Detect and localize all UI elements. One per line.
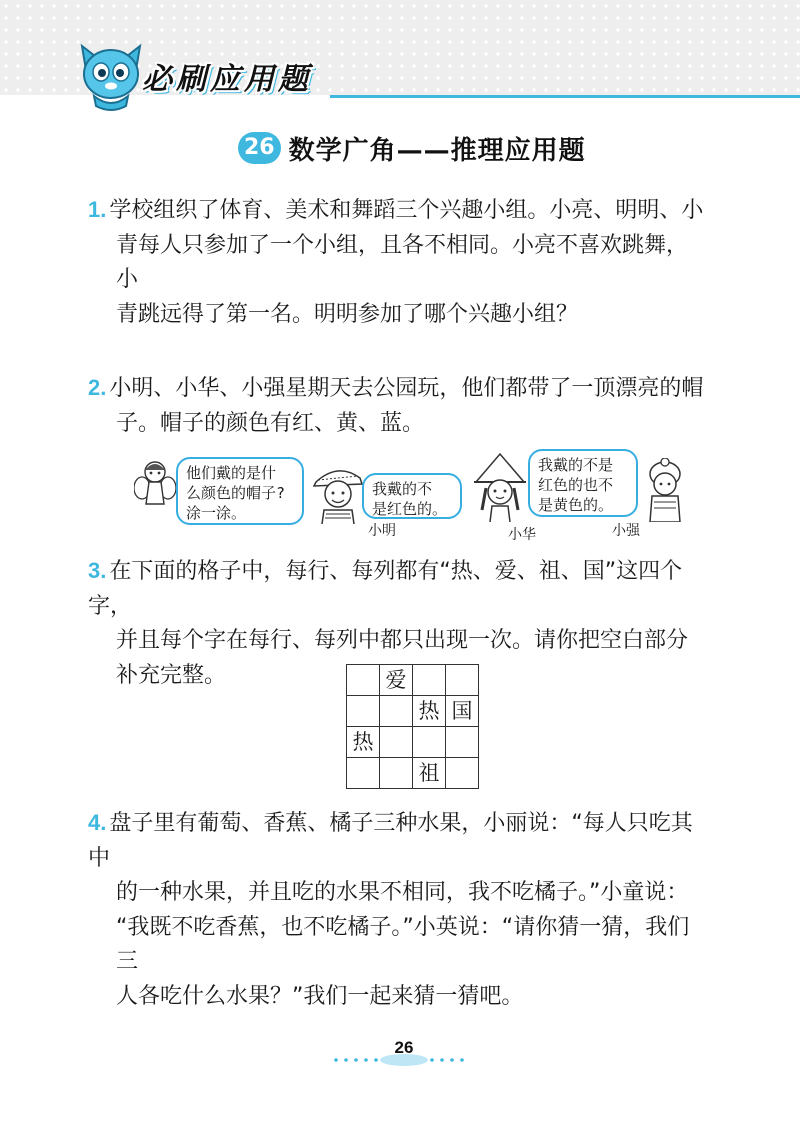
problem-line	[88, 298, 708, 333]
grid-row	[347, 665, 479, 696]
grid-cell[interactable]	[446, 665, 479, 696]
problem-number: 2.	[88, 375, 107, 400]
section-title	[142, 60, 308, 100]
bubble-text: 是红色的。	[372, 500, 448, 518]
bubble-text: 是黄色的。	[538, 496, 614, 514]
lesson-title	[238, 130, 586, 166]
xiaoqiang-child-icon	[642, 458, 688, 522]
problem-line	[88, 806, 708, 876]
grid-cell[interactable]: 热	[347, 727, 380, 758]
problem-1	[88, 193, 708, 332]
grid-row	[347, 696, 479, 727]
problem-text: 补充完整。	[116, 662, 227, 688]
grid-cell[interactable]	[413, 727, 446, 758]
fairy-speech-bubble	[176, 457, 304, 525]
header-rule	[330, 95, 800, 98]
problem-text: 人各吃什么水果？”我们一起来猜一猜吧。	[116, 983, 524, 1009]
grid-row	[347, 727, 479, 758]
page-number: 26	[394, 1038, 414, 1057]
grid-cell[interactable]: 爱	[380, 665, 413, 696]
problem-line	[88, 193, 708, 229]
problem-line	[88, 980, 708, 1015]
problem-text: 小明、小华、小强星期天去公园玩，他们都带了一顶漂亮的帽	[109, 376, 704, 401]
grid-cell[interactable]	[347, 665, 380, 696]
fairy-icon	[134, 458, 176, 512]
grid-cell[interactable]: 国	[446, 696, 479, 727]
grid-cell[interactable]: 热	[413, 696, 446, 727]
grid-cell[interactable]	[446, 727, 479, 758]
grid-cell[interactable]	[446, 758, 479, 789]
problem-line	[88, 229, 708, 298]
problem-text: 青每人只参加了一个小组，且各不相同。小亮不喜欢跳舞，小	[116, 232, 689, 292]
bubble-text: 么颜色的帽子?	[186, 484, 286, 502]
problem-line	[88, 624, 708, 659]
problem-number: 3.	[88, 558, 107, 583]
lesson-number-badge: 26	[238, 132, 281, 164]
section-title-char: 应	[210, 62, 240, 97]
xiaoming-speech-bubble	[362, 473, 462, 519]
label-xiaohua: 小华	[508, 527, 536, 543]
problem-text: 盘子里有葡萄、香蕉、橘子三种水果，小丽说：“每人只吃其中	[88, 811, 693, 871]
section-title-char: 题	[278, 62, 308, 97]
problem-4	[88, 806, 708, 1014]
section-title-char: 用	[244, 62, 274, 97]
problem-text: 子。帽子的颜色有红、黄、蓝。	[116, 410, 425, 436]
grid-cell[interactable]	[380, 758, 413, 789]
section-title-char: 刷	[176, 62, 206, 97]
problem-line	[88, 407, 708, 442]
page-footer	[320, 1038, 480, 1070]
problem-line	[88, 876, 708, 911]
bubble-text: 我戴的不	[372, 480, 433, 498]
problem-line	[88, 371, 708, 407]
grid-cell[interactable]	[347, 758, 380, 789]
xiaoming-boy-icon	[312, 460, 364, 524]
section-title-char: 必	[142, 62, 172, 97]
problem-text: 在下面的格子中，每行、每列都有“热、爱、祖、国”这四个字，	[88, 559, 683, 619]
xiaohua-girl-icon	[472, 452, 528, 522]
problem-line	[88, 554, 708, 624]
problem-number: 4.	[88, 810, 107, 835]
bubble-text: 红色的也不	[538, 476, 614, 494]
problem-text: 并且每个字在每行、每列中都只出现一次。请你把空白部分	[116, 628, 689, 653]
problem-text: “我既不吃香蕉，也不吃橘子。”小英说：“请你猜一猜，我们三	[116, 914, 690, 974]
xiaohua-speech-bubble	[528, 449, 638, 517]
lesson-title-text: 数学广角——推理应用题	[288, 135, 586, 166]
bubble-text: 涂一涂。	[186, 504, 247, 522]
grid-cell[interactable]	[413, 665, 446, 696]
label-xiaoming: 小明	[368, 523, 396, 539]
bubble-text: 我戴的不是	[538, 456, 614, 474]
grid-cell[interactable]	[347, 696, 380, 727]
problem-text: 学校组织了体育、美术和舞蹈三个兴趣小组。小亮、明明、小	[109, 198, 704, 223]
problem-text: 的一种水果，并且吃的水果不相同，我不吃橘子。”小童说：	[116, 880, 689, 905]
cat-mascot-icon	[76, 40, 146, 112]
bubble-text: 他们戴的是什	[186, 464, 277, 482]
problem-line	[88, 911, 708, 980]
problem-2	[88, 371, 708, 441]
grid-cell[interactable]: 祖	[413, 758, 446, 789]
grid-row	[347, 758, 479, 789]
problem-number: 1.	[88, 197, 107, 222]
grid-cell[interactable]	[380, 727, 413, 758]
sudoku-grid	[346, 664, 479, 789]
label-xiaoqiang: 小强	[612, 523, 640, 539]
problem-text: 青跳远得了第一名。明明参加了哪个兴趣小组？	[116, 301, 579, 327]
grid-cell[interactable]	[380, 696, 413, 727]
